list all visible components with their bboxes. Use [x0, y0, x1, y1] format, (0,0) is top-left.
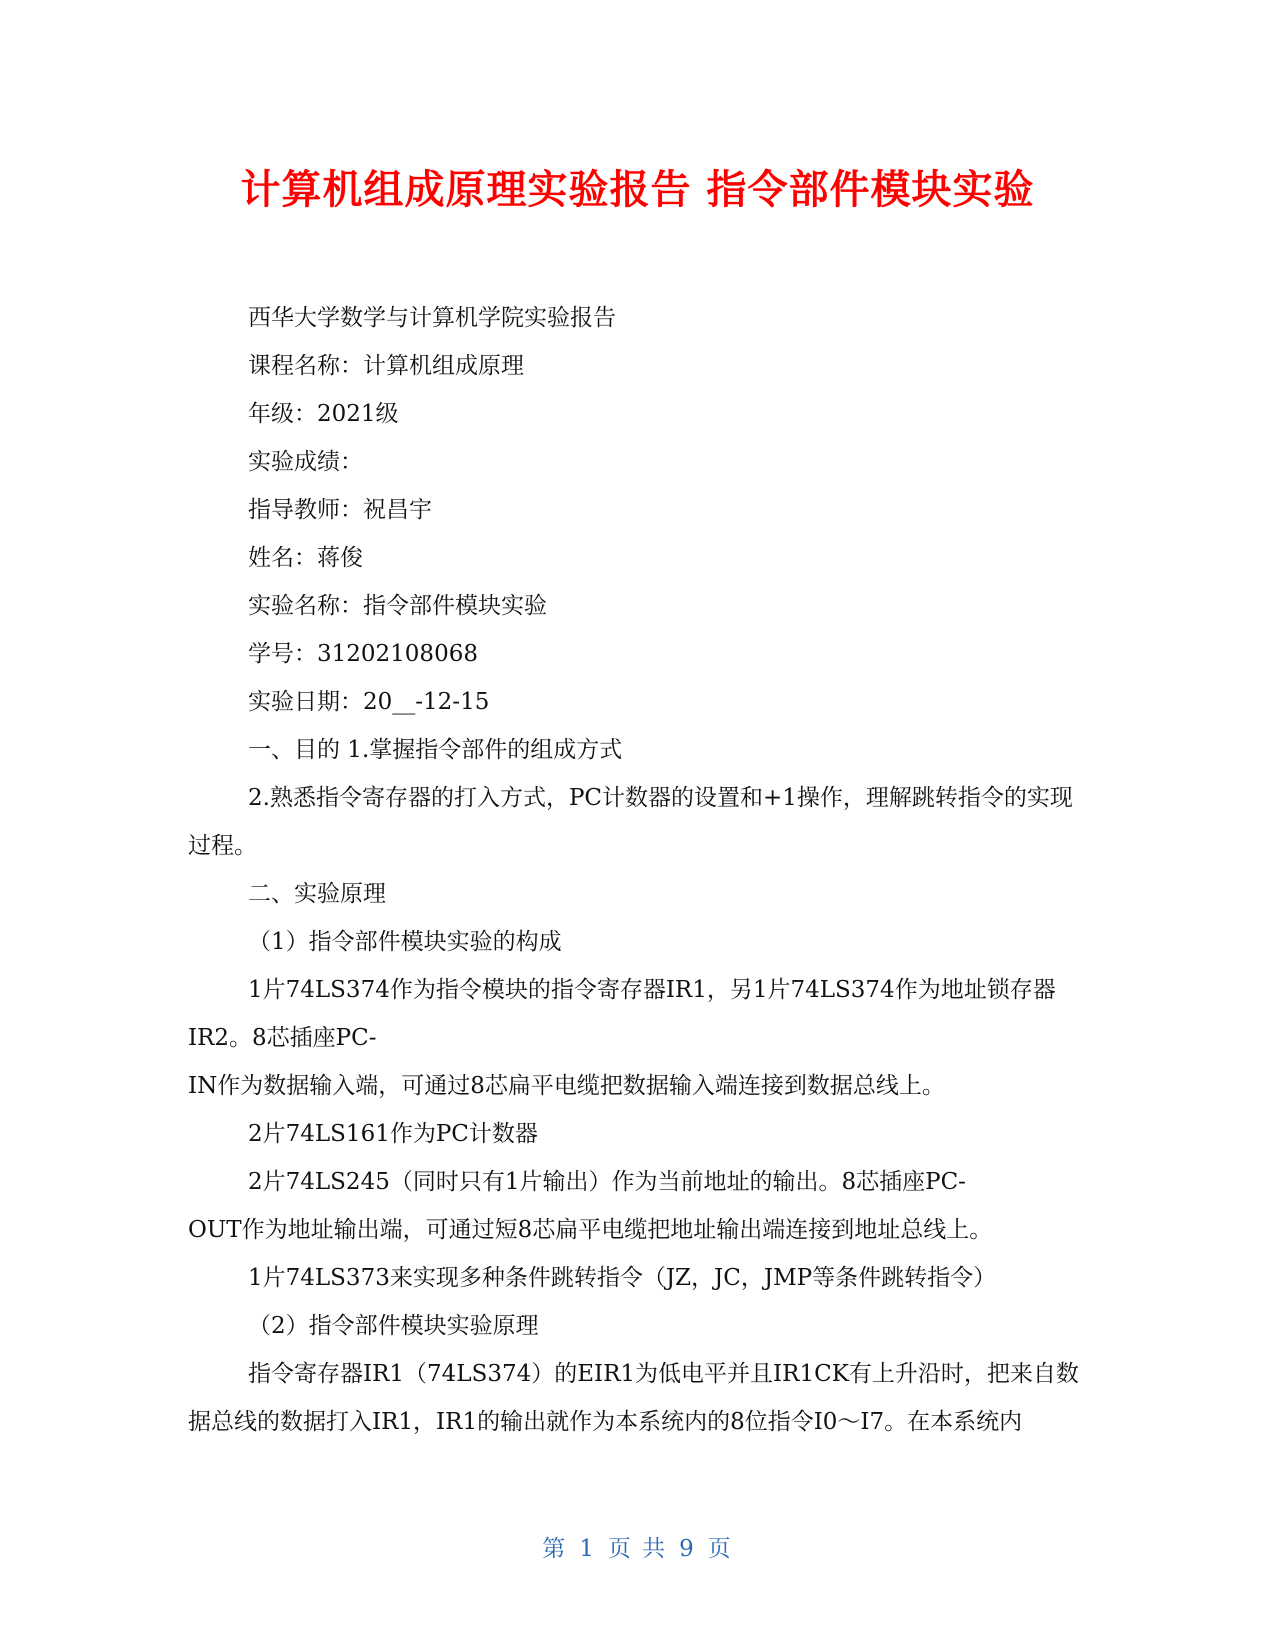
line-date: 实验日期：20__-12-15 [248, 689, 490, 715]
paragraph-74ls374: 1片74LS374作为指令模块的指令寄存器IR1，另1片74LS374作为地址锁存器IR2。8芯插座PC- [188, 977, 1056, 1051]
line-experiment-name: 实验名称：指令部件模块实验 [248, 593, 547, 619]
line-score: 实验成绩： [248, 449, 363, 475]
section-heading-principle: 二、实验原理 [248, 881, 386, 907]
paragraph-74ls161: 2片74LS161作为PC计数器 [248, 1121, 538, 1147]
footer-middle: 页 共 [607, 1536, 668, 1562]
page-footer [0, 1534, 1275, 1564]
footer-total-pages: 9 [679, 1536, 696, 1562]
document-body [188, 294, 1088, 1446]
paragraph-ir1: 指令寄存器IR1（74LS374）的EIR1为低电平并且IR1CK有上升沿时，把来自数据总线的数据打入IR1，IR1的输出就作为本系统内的8位指令I0～I7。在本系统内 [188, 1361, 1079, 1435]
paragraph-objective-2: 2.熟悉指令寄存器的打入方式，PC计数器的设置和+1操作，理解跳转指令的实现过程。 [188, 785, 1073, 859]
line-student-id: 学号：31202108068 [248, 641, 478, 667]
paragraph-74ls245: 2片74LS245（同时只有1片输出）作为当前地址的输出。8芯插座PC- [248, 1169, 966, 1195]
line-objective-1: 一、目的 1.掌握指令部件的组成方式 [248, 737, 623, 763]
line-name: 姓名：蒋俊 [248, 545, 363, 571]
paragraph-74ls374-cont: IN作为数据输入端，可通过8芯扁平电缆把数据输入端连接到数据总线上。 [188, 1073, 945, 1099]
footer-suffix: 页 [707, 1536, 733, 1562]
line-school: 西华大学数学与计算机学院实验报告 [248, 305, 616, 331]
footer-prefix: 第 [542, 1536, 568, 1562]
footer-page-number: 1 [579, 1536, 596, 1562]
line-grade: 年级：2021级 [248, 401, 399, 427]
line-course: 课程名称：计算机组成原理 [248, 353, 524, 379]
line-teacher: 指导教师：祝昌宇 [248, 497, 432, 523]
paragraph-74ls245-cont: OUT作为地址输出端，可通过短8芯扁平电缆把地址输出端连接到地址总线上。 [188, 1217, 993, 1243]
subheading-principle: （2）指令部件模块实验原理 [248, 1313, 539, 1339]
subheading-composition: （1）指令部件模块实验的构成 [248, 929, 562, 955]
paragraph-74ls373: 1片74LS373来实现多种条件跳转指令（JZ，JC，JMP等条件跳转指令） [248, 1265, 997, 1291]
document-title: 计算机组成原理实验报告 指令部件模块实验 [240, 167, 1035, 213]
